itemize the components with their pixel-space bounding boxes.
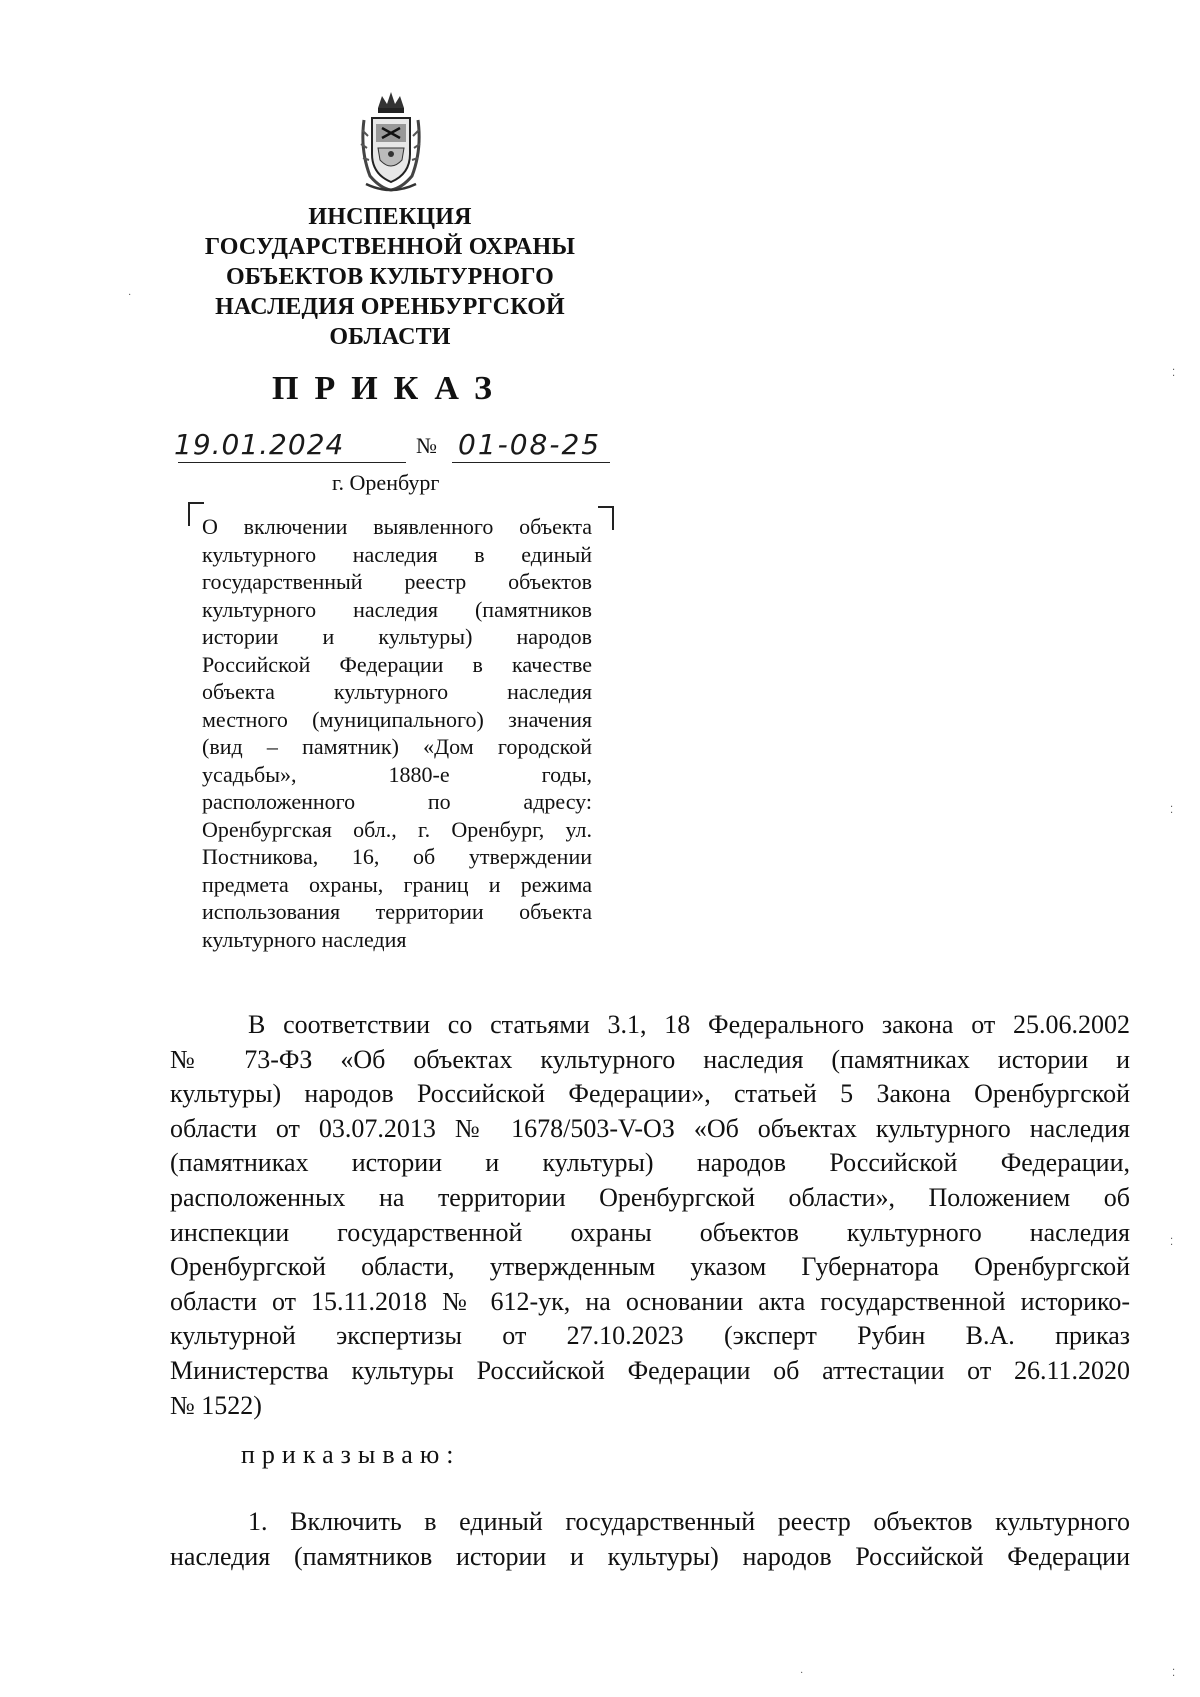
preamble-line: Оренбургской области, утвержденным указом Губернатора Оренбургской <box>170 1252 1130 1282</box>
scan-speck: ⁚ <box>1170 1237 1174 1248</box>
subject-line: Российской Федерации в качестве <box>202 651 592 677</box>
scan-speck: ⁚ <box>1172 1668 1176 1679</box>
preamble-line: области от 15.11.2018 № 612-ук, на основании акта государственной историко- <box>170 1286 1130 1316</box>
order-operative-word: приказываю: <box>241 1440 461 1469</box>
subject-line: предмета охраны, границ и режима <box>202 871 592 897</box>
preamble-line: В соответствии со статьями 3.1, 18 Федерального закона от 25.06.2002 <box>248 1010 1130 1039</box>
subject-line: Оренбургская обл., г. Оренбург, ул. <box>202 816 592 842</box>
item-line: 1. Включить в единый государственный реестр объектов культурного <box>248 1507 1130 1536</box>
scan-speck: ⁚ <box>1172 368 1176 379</box>
date-number-line <box>170 425 610 469</box>
coat-of-arms-emblem <box>358 90 424 194</box>
preamble-line: области от 03.07.2013 № 1678/503-V-ОЗ «Об объектах культурного наследия <box>170 1113 1130 1143</box>
order-item-1 <box>170 1505 1130 1574</box>
preamble-line: культурной экспертизы от 27.10.2023 (эксперт Рубин В.А. приказ <box>170 1321 1130 1351</box>
subject-line: Постникова, 16, об утверждении <box>202 844 592 869</box>
scan-speck: · <box>800 1668 804 1679</box>
subject-line: культурного наследия в единый <box>202 541 592 567</box>
item-line: наследия (памятников истории и культуры) народов Российской Федерации <box>170 1541 1130 1571</box>
date-underline <box>178 462 406 463</box>
subject-line: объекта культурного наследия <box>202 679 592 704</box>
authority-line: ОБЪЕКТОВ КУЛЬТУРНОГО <box>225 264 555 290</box>
order-subject <box>202 513 592 953</box>
subject-line: государственный реестр объектов <box>202 569 592 594</box>
subject-bracket-right <box>598 506 614 530</box>
handwritten-number: 01-08-25 <box>458 428 602 461</box>
scan-speck: · <box>128 290 132 301</box>
handwritten-date: 19.01.2024 <box>174 428 345 461</box>
document-type-title: ПРИКАЗ <box>272 370 508 407</box>
preamble-line: Министерства культуры Российской Федерации об аттестации от 26.11.2020 <box>170 1355 1130 1385</box>
preamble-line: № 1522) <box>170 1390 262 1420</box>
authority-line: ИНСПЕКЦИЯ <box>308 204 472 230</box>
preamble-line: № 73-ФЗ «Об объектах культурного наследия (памятниках истории и <box>170 1044 1130 1074</box>
preamble-line: культуры) народов Российской Федерации», статьей 5 Закона Оренбургской <box>170 1079 1130 1109</box>
preamble-line: расположенных на территории Оренбургской области», Положением об <box>170 1182 1130 1212</box>
subject-line: местного (муниципального) значения <box>202 706 592 732</box>
authority-line: НАСЛЕДИЯ ОРЕНБУРГСКОЙ <box>215 294 565 320</box>
subject-line: расположенного по адресу: <box>202 789 592 814</box>
number-sign: № <box>416 433 437 458</box>
subject-line: О включении выявленного объекта <box>202 514 592 539</box>
subject-line: использования территории объекта <box>202 899 592 924</box>
subject-line: усадьбы», 1880-е годы, <box>202 761 592 787</box>
subject-line: (вид – памятник) «Дом городской <box>202 734 592 759</box>
authority-line: ГОСУДАРСТВЕННОЙ ОХРАНЫ <box>204 234 576 260</box>
scan-speck: ⁚ <box>1170 805 1174 816</box>
subject-line: истории и культуры) народов <box>202 624 592 649</box>
preamble-paragraph <box>170 1008 1130 1423</box>
subject-line: культурного наследия <box>202 926 407 952</box>
preamble-line: инспекции государственной охраны объектов культурного наследия <box>170 1217 1130 1247</box>
subject-line: культурного наследия (памятников <box>202 596 592 622</box>
issuing-authority <box>170 202 610 352</box>
place-of-issue: г. Оренбург <box>332 470 440 495</box>
authority-line: ОБЛАСТИ <box>329 324 451 350</box>
number-underline <box>452 462 610 463</box>
preamble-line: (памятниках истории и культуры) народов Российской Федерации, <box>170 1148 1130 1178</box>
